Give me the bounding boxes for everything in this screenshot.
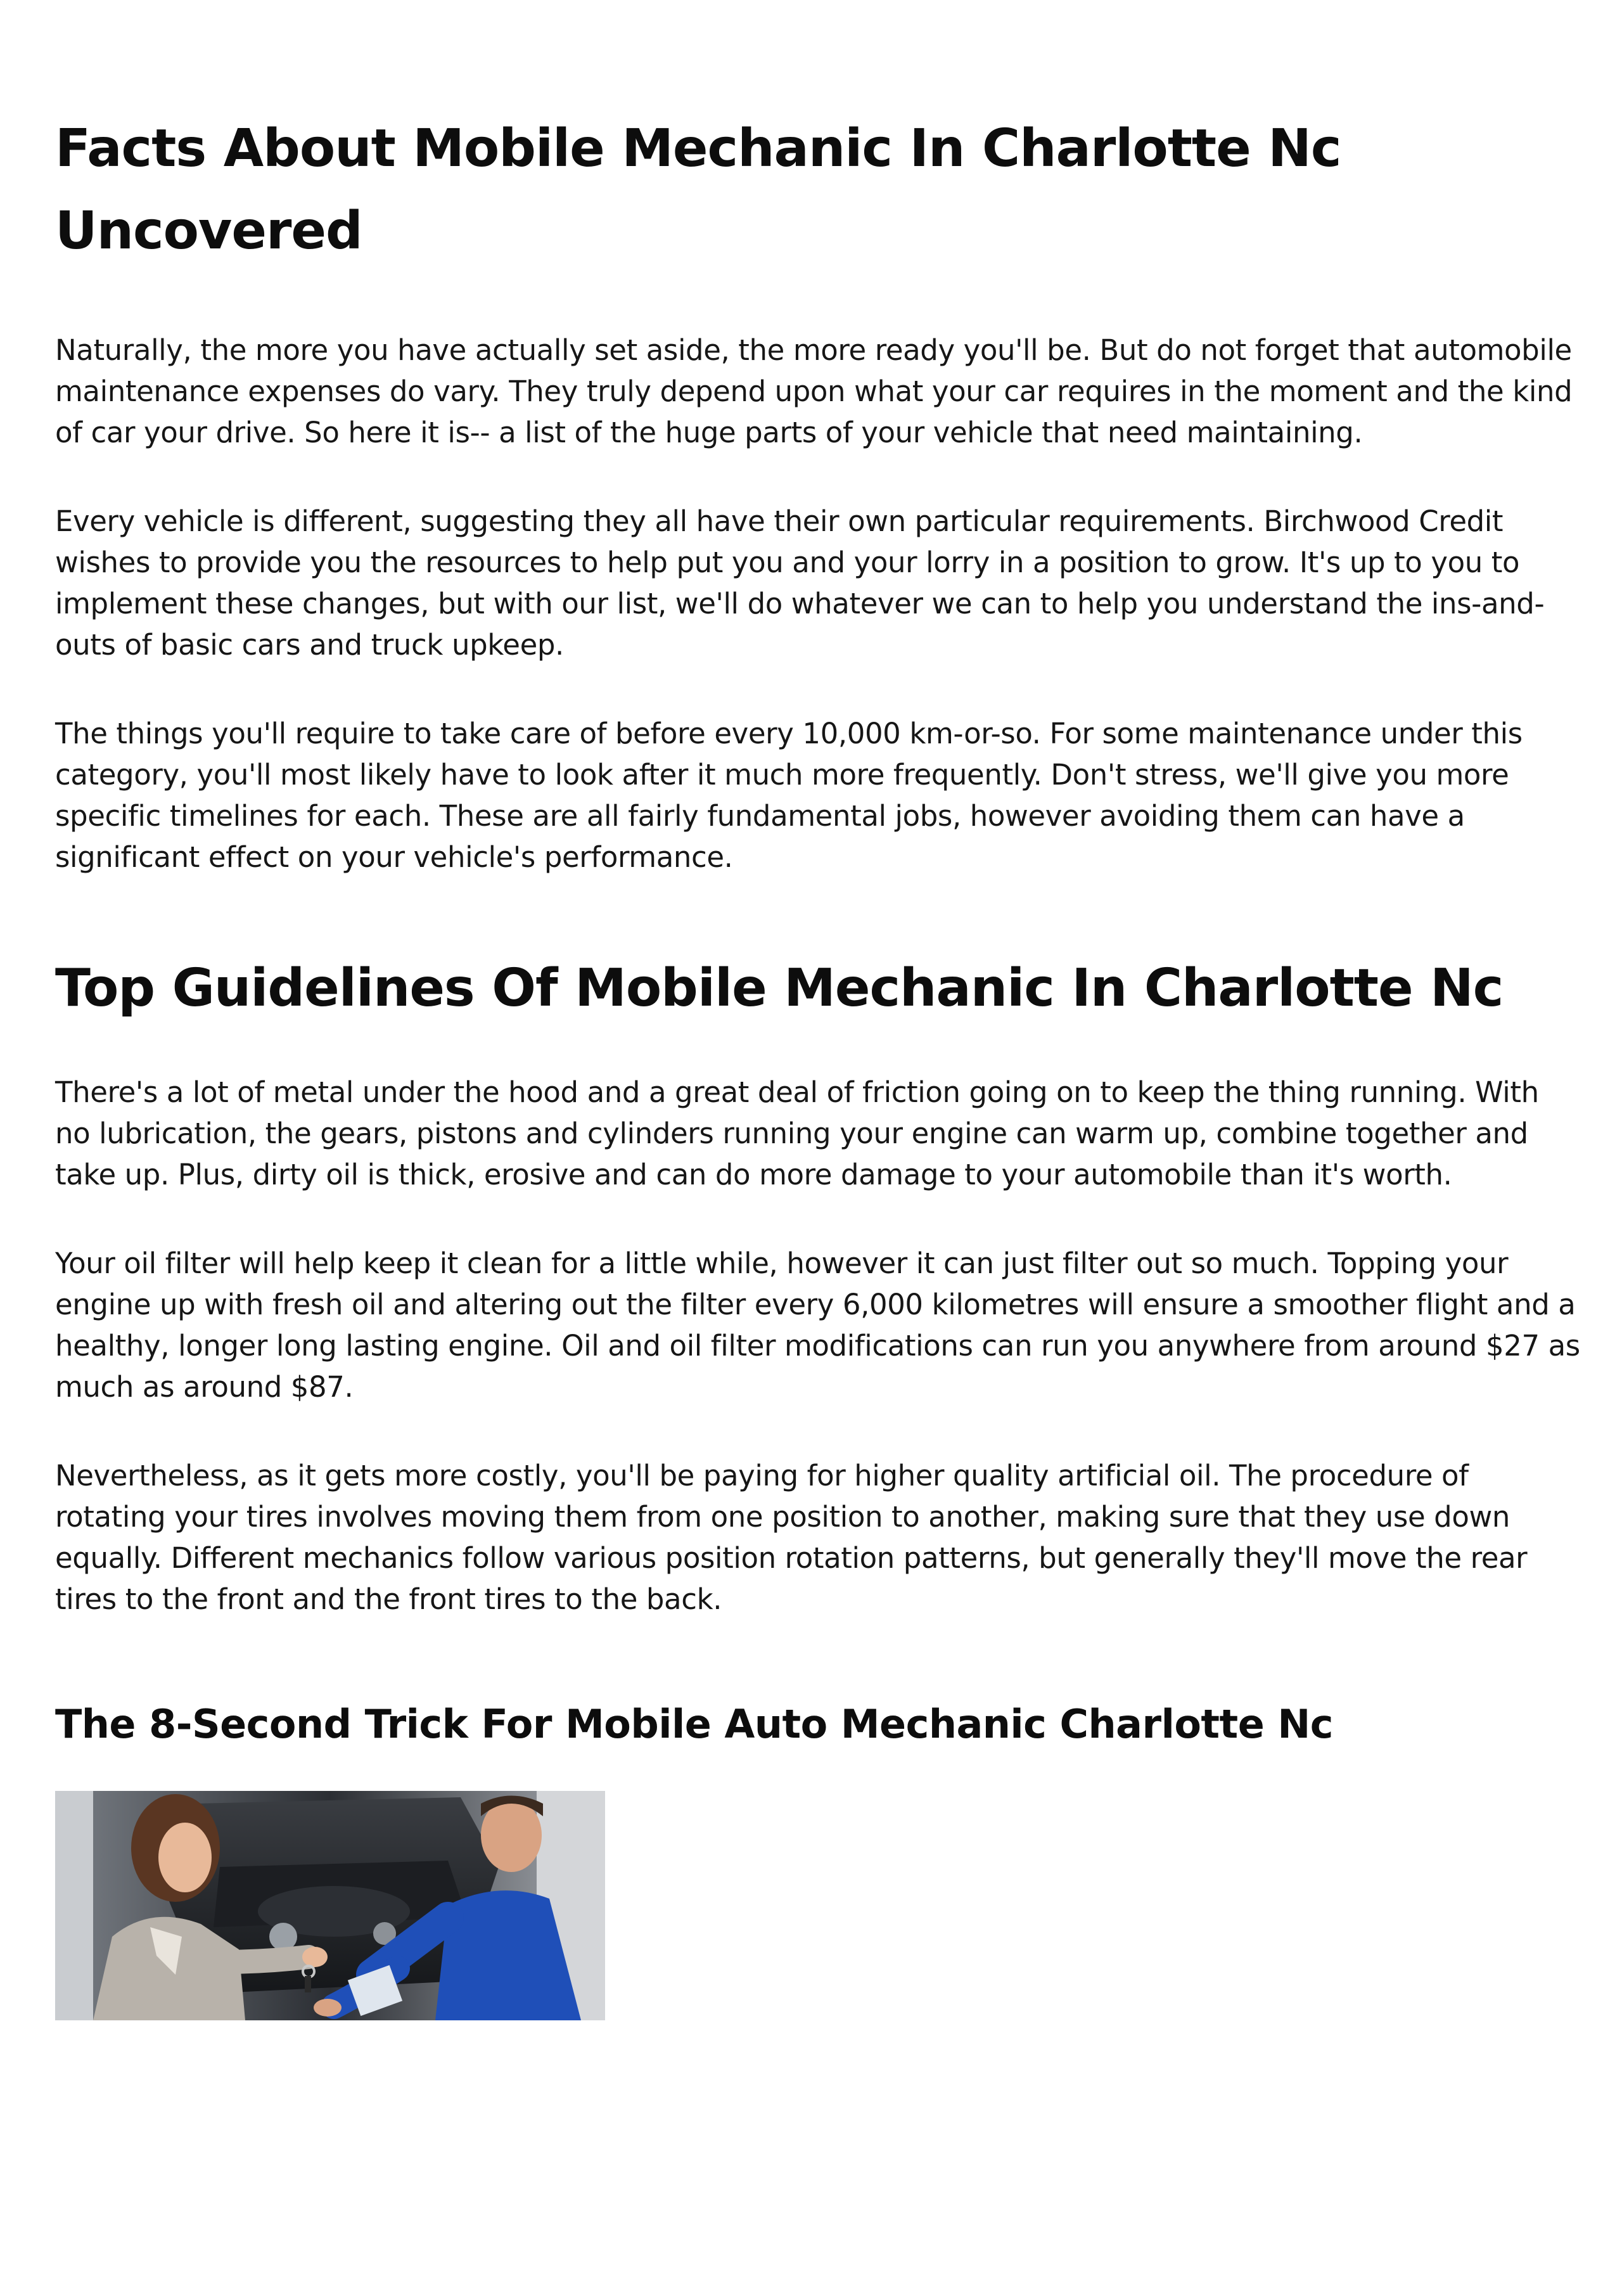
section-paragraph-2: Your oil filter will help keep it clean for a little while, however it can just filter out so much. Topping your engine up with fresh oil and altering out the filter every 6,000 kilometres will ensure a smoother flight and a healthy, longer long lasting engine. Oil and oil filter modifications can run you anywhere from around $27 as much as around $87.: [55, 1247, 1580, 1404]
subsection-title: The 8-Second Trick For Mobile Auto Mechanic Charlotte Nc: [55, 1701, 1333, 1747]
intro-paragraph-3: The things you'll require to take care of before every 10,000 km-or-so. For some maintenance under this category, you'll most likely have to look after it much more frequently. Don't stress, we'll give you more specific timelines for each. These are all fairly fundamental jobs, however avoiding them can have a significant effect on your vehicle's performance.: [55, 717, 1523, 874]
intro-paragraph-1: Naturally, the more you have actually set aside, the more ready you'll be. But do not forget that automobile maintenance expenses do vary. They truly depend upon what your car requires in the moment and the kind of car your drive. So here it is-- a list of the huge parts of your vehicle that need maintaining.: [55, 333, 1573, 449]
section-paragraph-3: Nevertheless, as it gets more costly, you'll be paying for higher quality artificial oil. The procedure of rotating your tires involves moving them from one position to another, making sure that they use down equally. Different mechanics follow various position rotation patterns, but generally they'll move the rear tires to the front and the front tires to the back.: [55, 1459, 1528, 1616]
mechanic-photo: [55, 1791, 605, 2020]
section-title: Top Guidelines Of Mobile Mechanic In Charlotte Nc: [55, 958, 1504, 1018]
mechanic-handing-keys-photo-icon: [55, 1791, 605, 2020]
section-paragraph-1: There's a lot of metal under the hood and a great deal of friction going on to keep the thing running. With no lubrication, the gears, pistons and cylinders running your engine can warm up, combine together and take up. Plus, dirty oil is thick, erosive and can do more damage to your automobile than it's worth.: [55, 1075, 1539, 1191]
page-title: Facts About Mobile Mechanic In Charlotte Nc Uncovered: [55, 119, 1341, 261]
intro-paragraph-2: Every vehicle is different, suggesting they all have their own particular requirements. Birchwood Credit wishes to provide you the resources to help put you and your lorry in a position to grow. It's up to you to implement these changes, but with our list, we'll do whatever we can to help you understand the ins-and-outs of basic cars and truck upkeep.: [55, 504, 1545, 662]
article: [55, 108, 1582, 2020]
